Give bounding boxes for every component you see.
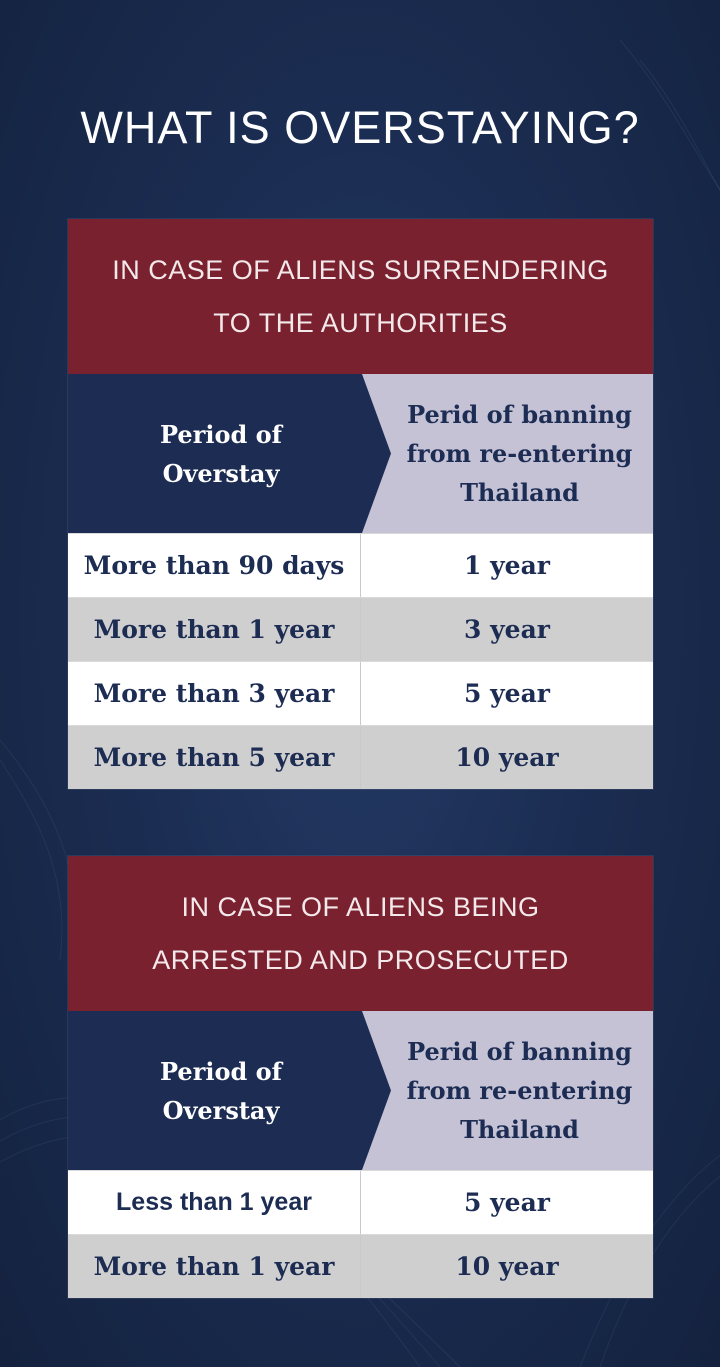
period-header-line: Period of bbox=[160, 419, 282, 449]
section-header bbox=[68, 856, 653, 1011]
column-headers bbox=[68, 1011, 653, 1170]
ban-header-line: Thailand bbox=[460, 1115, 579, 1144]
table-row bbox=[68, 597, 653, 661]
column-headers bbox=[68, 374, 653, 533]
table-row bbox=[68, 725, 653, 789]
ban-header-line: from re-entering bbox=[406, 439, 633, 468]
period-cell: More than 90 days bbox=[68, 534, 361, 597]
arrested-table bbox=[68, 856, 653, 1298]
period-cell: More than 5 year bbox=[68, 726, 361, 789]
ban-column-header bbox=[386, 374, 653, 533]
section-header bbox=[68, 219, 653, 374]
ban-header-line: Thailand bbox=[460, 478, 579, 507]
period-column-header bbox=[68, 374, 374, 533]
table-row bbox=[68, 533, 653, 597]
ban-header-line: from re-entering bbox=[406, 1076, 633, 1105]
period-cell: More than 1 year bbox=[68, 1235, 361, 1298]
ban-cell: 3 year bbox=[464, 615, 550, 644]
ban-cell: 10 year bbox=[455, 743, 559, 772]
surrendering-table bbox=[68, 219, 653, 789]
ban-column-header bbox=[386, 1011, 653, 1170]
period-column-header bbox=[68, 1011, 374, 1170]
ban-header-line: Perid of banning bbox=[407, 400, 632, 429]
section-header-line: IN CASE OF ALIENS BEING bbox=[181, 891, 540, 922]
period-header-line: Period of bbox=[160, 1056, 282, 1086]
ban-cell: 1 year bbox=[464, 551, 550, 580]
period-header-line: Overstay bbox=[162, 1095, 280, 1125]
ban-header-line: Perid of banning bbox=[407, 1037, 632, 1066]
period-cell: More than 1 year bbox=[68, 598, 361, 661]
period-cell: More than 3 year bbox=[68, 662, 361, 725]
ban-cell: 10 year bbox=[455, 1252, 559, 1281]
period-header-line: Overstay bbox=[162, 458, 280, 488]
table-row bbox=[68, 661, 653, 725]
ban-cell: 5 year bbox=[464, 1188, 550, 1217]
table-row bbox=[68, 1170, 653, 1234]
table-row bbox=[68, 1234, 653, 1298]
section-header-line: ARRESTED AND PROSECUTED bbox=[152, 944, 569, 975]
section-header-line: IN CASE OF ALIENS SURRENDERING bbox=[112, 254, 609, 285]
section-header-line: TO THE AUTHORITIES bbox=[213, 307, 508, 338]
page-title: WHAT IS OVERSTAYING? bbox=[80, 102, 640, 153]
ban-cell: 5 year bbox=[464, 679, 550, 708]
period-cell: Less than 1 year bbox=[68, 1171, 361, 1234]
